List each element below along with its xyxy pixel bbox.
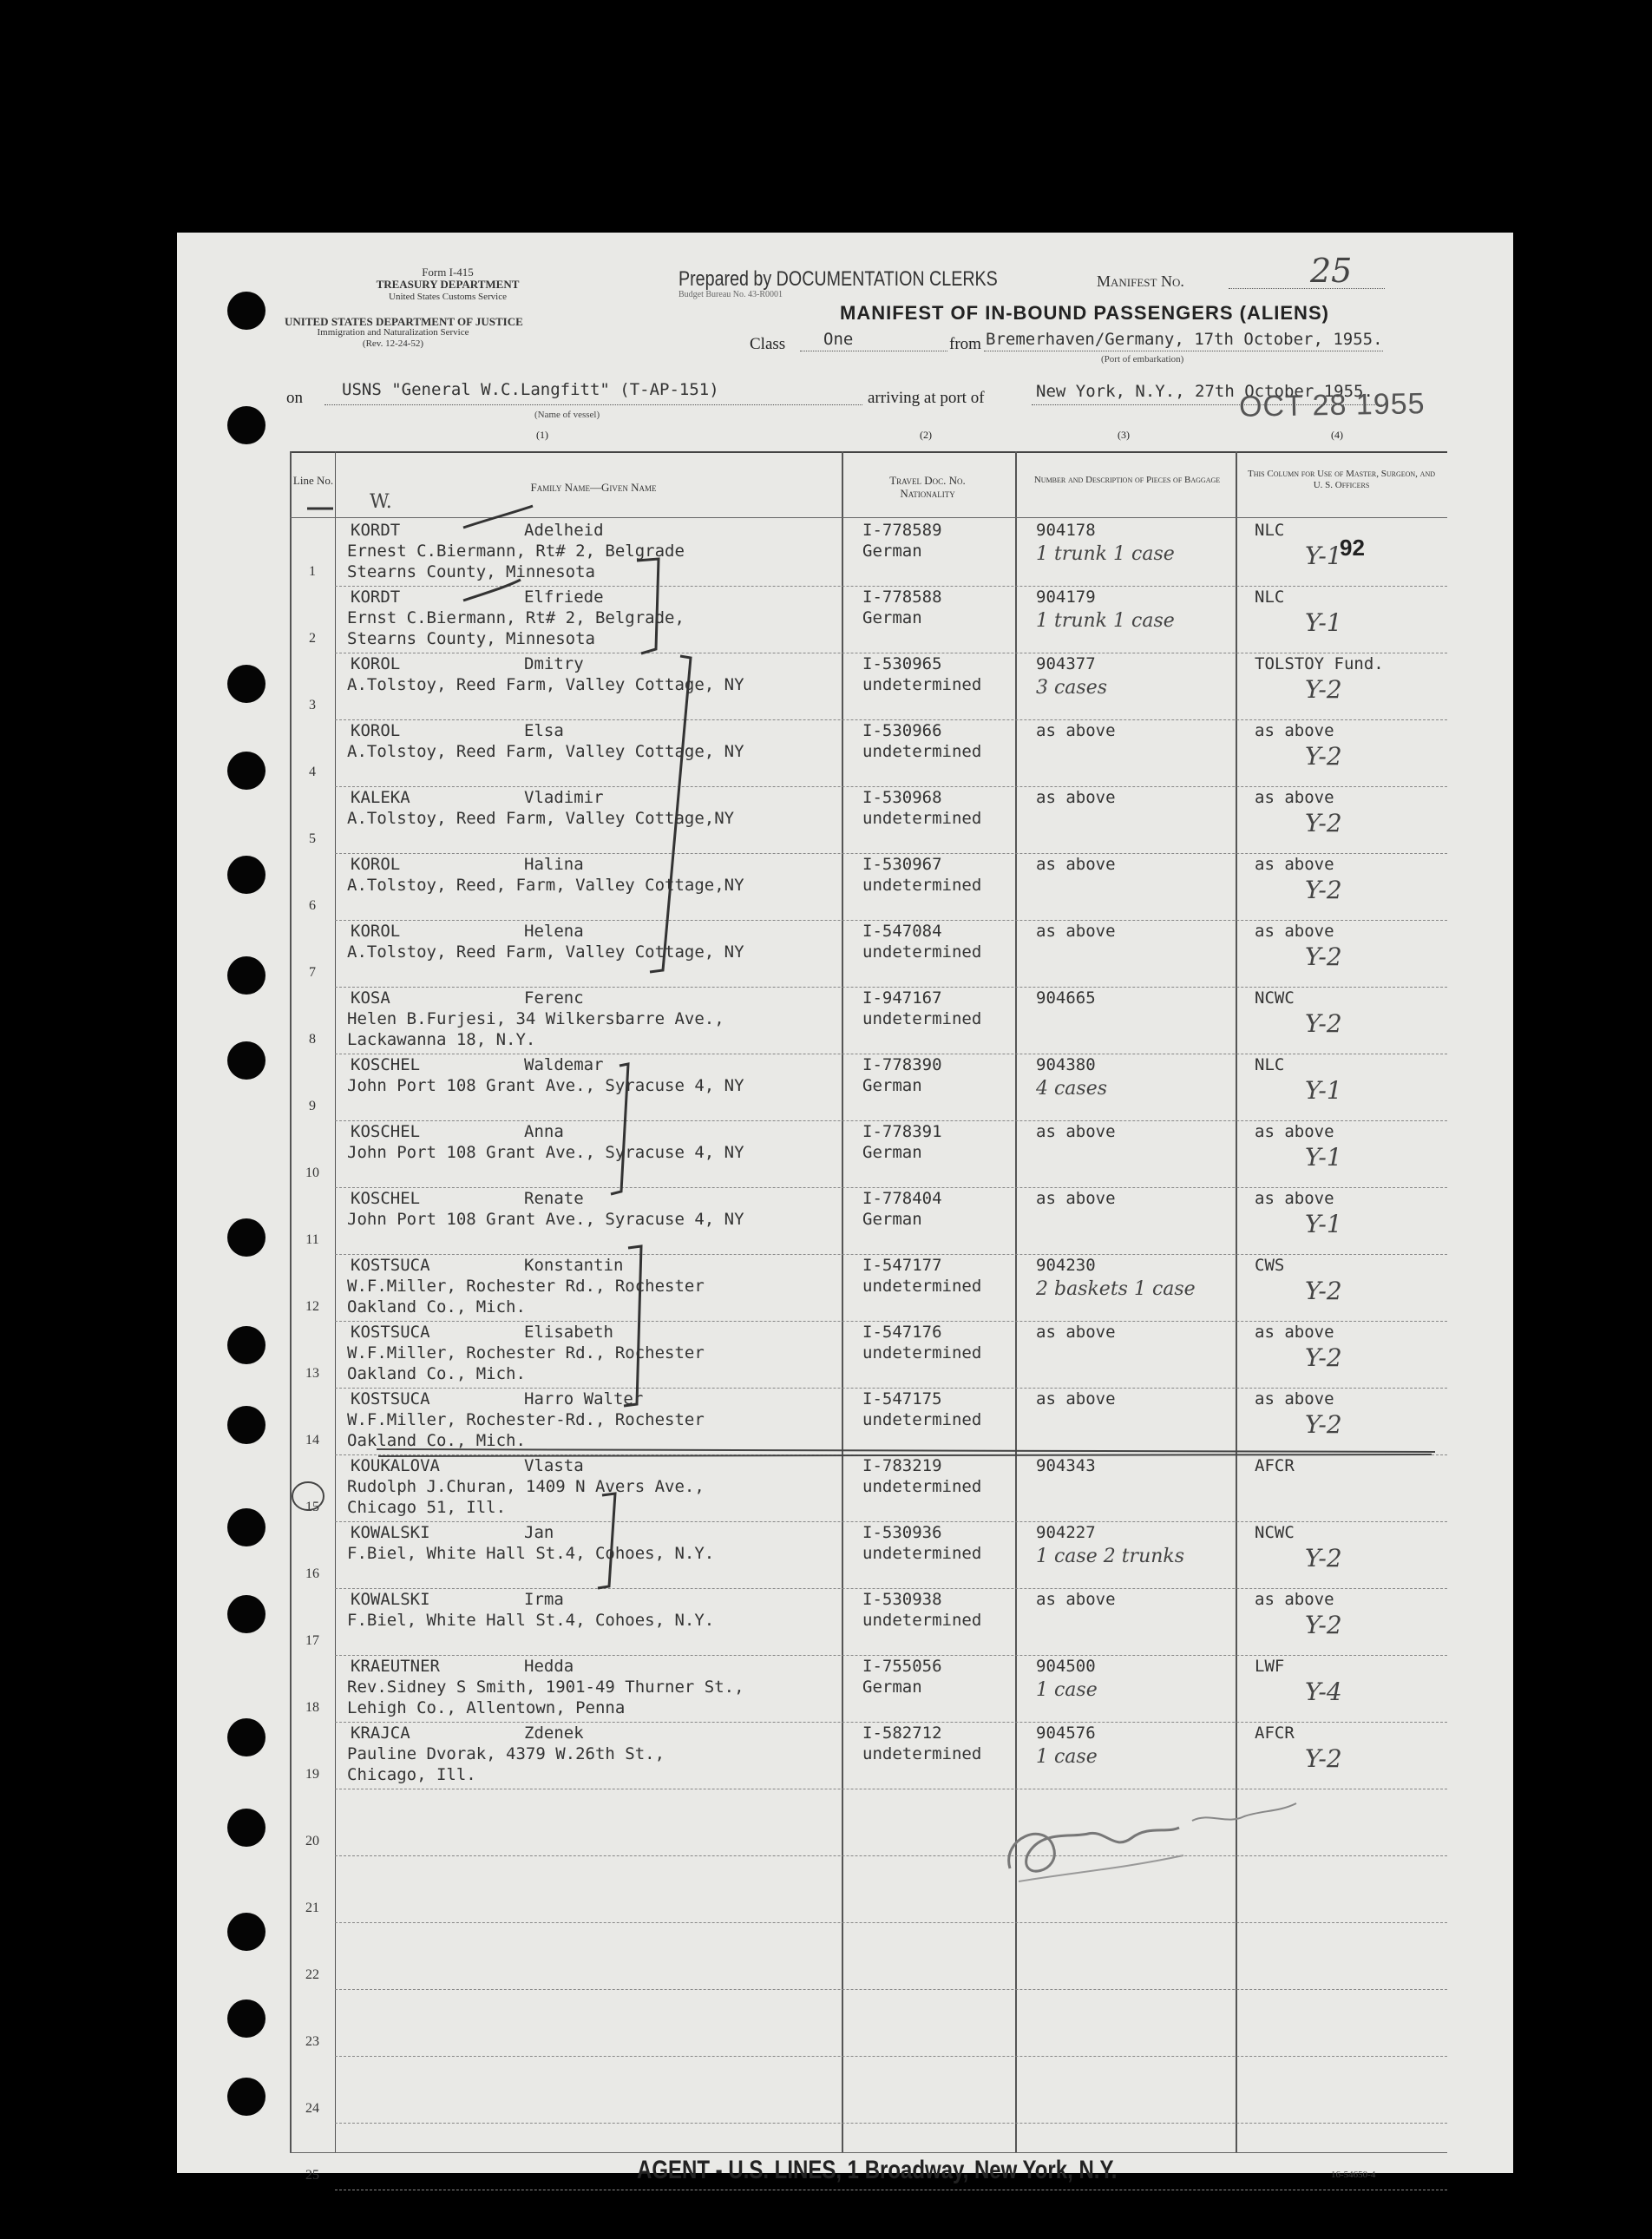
nationality: German [862, 542, 922, 561]
family-name: KOSCHEL [351, 1055, 421, 1074]
header-name: Family Name—Given Name [530, 481, 657, 494]
binder-hole [227, 292, 266, 330]
line-number: 14 [305, 1433, 319, 1448]
baggage-number: as above [1036, 1122, 1116, 1141]
travel-doc-number: I-530967 [862, 855, 942, 874]
line-number: 23 [305, 2034, 319, 2049]
class-value: One [823, 330, 854, 349]
baggage-handwritten: 4 cases [1036, 1078, 1108, 1100]
line-number: 15 [305, 1500, 319, 1514]
row-divider [335, 1388, 1447, 1389]
header-travel-doc: Travel Doc. No. Nationality [889, 474, 966, 500]
col-number-4: (4) [1331, 429, 1343, 441]
line-number: 8 [309, 1032, 316, 1047]
family-name: KOSTSUCA [351, 1323, 430, 1342]
header-bottom-border [290, 517, 1447, 518]
given-name: Renate [524, 1189, 584, 1208]
line-number: 20 [305, 1834, 319, 1848]
officer-agency: NLC [1255, 1055, 1285, 1074]
line-number: 4 [309, 765, 316, 779]
page-mark-92: 92 [1340, 535, 1365, 561]
family-name: KRAJCA [351, 1724, 410, 1743]
line-number: 1 [309, 564, 316, 579]
officer-agency: as above [1255, 788, 1334, 807]
family-name: KOSA [351, 988, 390, 1008]
officer-agency: as above [1255, 1189, 1334, 1208]
row-divider [335, 586, 1447, 587]
baggage-number: 904500 [1036, 1657, 1096, 1676]
row-divider [335, 987, 1447, 988]
binder-hole [227, 1913, 266, 1951]
baggage-number: as above [1036, 1323, 1116, 1342]
binder-hole [227, 665, 266, 703]
travel-doc-number: I-778589 [862, 521, 942, 540]
travel-doc-number: I-547175 [862, 1389, 942, 1408]
baggage-handwritten: 1 case [1036, 1679, 1098, 1701]
sponsor-address-line: Ernst C.Biermann, Rt# 2, Belgrade, [347, 608, 685, 627]
family-name: KOROL [351, 922, 401, 941]
officer-handwritten-code: Y-2 [1305, 1009, 1342, 1038]
sponsor-address-line: F.Biel, White Hall St.4, Cohoes, N.Y. [347, 1544, 715, 1563]
line-number: 21 [305, 1901, 319, 1915]
sponsor-address-line: Lehigh Co., Allentown, Penna [347, 1698, 626, 1717]
table-top-border [290, 451, 1447, 453]
family-name: KORDT [351, 521, 401, 540]
sponsor-address-line: W.F.Miller, Rochester-Rd., Rochester [347, 1410, 705, 1429]
sponsor-address-line: Oakland Co., Mich. [347, 1364, 526, 1383]
treasury-dept: TREASURY DEPARTMENT [376, 278, 520, 291]
row-divider [335, 1655, 1447, 1656]
nationality: undetermined [862, 1343, 982, 1362]
nationality: undetermined [862, 1544, 982, 1563]
nationality: undetermined [862, 876, 982, 895]
arriving-label: arriving at port of [868, 389, 985, 407]
family-name: KOUKALOVA [351, 1456, 440, 1475]
baggage-number: as above [1036, 855, 1116, 874]
officer-handwritten-code: Y-2 [1305, 1277, 1342, 1305]
row-divider [335, 1187, 1447, 1188]
vessel-caption: (Name of vessel) [534, 410, 600, 420]
officer-handwritten-code: Y-2 [1305, 1744, 1342, 1773]
line-number: 9 [309, 1099, 316, 1113]
officer-handwritten-code: Y-1 [1305, 1076, 1342, 1105]
row-divider [335, 1254, 1447, 1255]
line-number: 24 [305, 2101, 319, 2116]
sponsor-address-line: Helen B.Furjesi, 34 Wilkersbarre Ave., [347, 1009, 724, 1028]
travel-doc-number: I-783219 [862, 1456, 942, 1475]
officer-agency: as above [1255, 1122, 1334, 1141]
customs-service: United States Customs Service [389, 292, 507, 302]
revision-date: (Rev. 12-24-52) [362, 338, 424, 349]
line-number: 22 [305, 1967, 319, 1982]
travel-doc-number: I-947167 [862, 988, 942, 1008]
sponsor-address-line: A.Tolstoy, Reed, Farm, Valley Cottage,NY [347, 876, 744, 895]
row-divider [335, 719, 1447, 720]
ins-service: Immigration and Naturalization Service [317, 327, 469, 338]
justice-block [285, 315, 523, 350]
family-name: KOSTSUCA [351, 1389, 430, 1408]
sponsor-address-line: A.Tolstoy, Reed Farm, Valley Cottage, NY [347, 675, 744, 694]
travel-doc-number: I-778390 [862, 1055, 942, 1074]
class-label: Class [750, 335, 786, 353]
baggage-handwritten: 1 trunk 1 case [1036, 543, 1175, 565]
given-name: Dmitry [524, 654, 584, 673]
row-divider [335, 1521, 1447, 1522]
sponsor-address-line: John Port 108 Grant Ave., Syracuse 4, NY [347, 1076, 744, 1095]
travel-doc-number: I-547176 [862, 1323, 942, 1342]
binder-hole [227, 2078, 266, 2116]
sponsor-address-line: W.F.Miller, Rochester Rd., Rochester [347, 1277, 705, 1296]
baggage-number: as above [1036, 922, 1116, 941]
officer-handwritten-code: Y-1 [1305, 1143, 1342, 1172]
officer-agency: as above [1255, 721, 1334, 740]
header-officers: This Column for Use of Master, Surgeon, and U. S. Officers [1248, 469, 1435, 490]
nationality: undetermined [862, 1477, 982, 1496]
row-divider [335, 1321, 1447, 1322]
row-divider [335, 786, 1447, 787]
line-number: 17 [305, 1633, 319, 1648]
baggage-handwritten: 1 trunk 1 case [1036, 610, 1175, 632]
binder-hole [227, 856, 266, 894]
family-name: KOSCHEL [351, 1189, 421, 1208]
given-name: Vlasta [524, 1456, 584, 1475]
travel-doc-number: I-530965 [862, 654, 942, 673]
officer-signature [993, 1786, 1305, 1899]
manifest-sheet [177, 233, 1513, 2184]
officer-handwritten-code: Y-2 [1305, 1410, 1342, 1439]
header-baggage: Number and Description of Pieces of Baggage [1033, 475, 1221, 485]
travel-doc-number: I-530936 [862, 1523, 942, 1542]
sponsor-address-line: F.Biel, White Hall St.4, Cohoes, N.Y. [347, 1611, 715, 1630]
travel-doc-number: I-530966 [862, 721, 942, 740]
sponsor-address-line: John Port 108 Grant Ave., Syracuse 4, NY [347, 1210, 744, 1229]
given-name: Hedda [524, 1657, 574, 1676]
sponsor-address-line: A.Tolstoy, Reed Farm, Valley Cottage, NY [347, 742, 744, 761]
from-value: Bremerhaven/Germany, 17th October, 1955. [986, 330, 1383, 349]
line-number: 11 [305, 1232, 319, 1247]
officer-handwritten-code: Y-2 [1305, 742, 1342, 771]
given-name: Jan [524, 1523, 554, 1542]
binder-hole [227, 752, 266, 790]
line-number: 25 [305, 2168, 319, 2183]
nationality: undetermined [862, 809, 982, 828]
given-name: Elisabeth [524, 1323, 613, 1342]
travel-doc-number: I-547177 [862, 1256, 942, 1275]
binder-hole [227, 1041, 266, 1080]
sponsor-address-line: Lackawanna 18, N.Y. [347, 1030, 536, 1049]
given-name: Anna [524, 1122, 564, 1141]
row-divider [335, 853, 1447, 854]
baggage-number: 904227 [1036, 1523, 1096, 1542]
sponsor-address-line: Oakland Co., Mich. [347, 1431, 526, 1450]
family-name: KOWALSKI [351, 1590, 430, 1609]
family-name: KOSCHEL [351, 1122, 421, 1141]
officer-handwritten-code: Y-2 [1305, 1611, 1342, 1639]
given-name: Elsa [524, 721, 564, 740]
line-number: 12 [305, 1299, 319, 1314]
binder-hole [227, 1718, 266, 1756]
manifest-no-line [1229, 288, 1385, 289]
officer-handwritten-code: Y-2 [1305, 809, 1342, 837]
officer-handwritten-code: Y-4 [1305, 1678, 1342, 1706]
family-name: KOWALSKI [351, 1523, 430, 1542]
budget-bureau: Budget Bureau No. 43-R0001 [678, 290, 783, 299]
col-number-2: (2) [920, 429, 932, 441]
officer-agency: AFCR [1255, 1724, 1295, 1743]
baggage-number: as above [1036, 1389, 1116, 1408]
manifest-title: MANIFEST OF IN-BOUND PASSENGERS (ALIENS) [840, 302, 1329, 324]
nationality: German [862, 1076, 922, 1095]
row-divider [335, 2056, 1447, 2057]
officer-handwritten-code: Y-2 [1305, 876, 1342, 904]
nationality: undetermined [862, 1009, 982, 1028]
officer-handwritten-code: Y-2 [1305, 942, 1342, 971]
line-number: 5 [309, 831, 316, 846]
baggage-number: 904380 [1036, 1055, 1096, 1074]
officer-agency: as above [1255, 855, 1334, 874]
nationality: undetermined [862, 1744, 982, 1763]
travel-doc-number: I-582712 [862, 1724, 942, 1743]
given-name: Harro Walter [524, 1389, 644, 1408]
officer-agency: LWF [1255, 1657, 1285, 1676]
sponsor-address-line: Stearns County, Minnesota [347, 629, 595, 648]
port-of-embarkation-caption: (Port of embarkation) [1101, 354, 1184, 364]
officer-agency: as above [1255, 1389, 1334, 1408]
line-number: 3 [309, 698, 316, 712]
travel-doc-number: I-778404 [862, 1189, 942, 1208]
officer-handwritten-code: Y-2 [1305, 1343, 1342, 1372]
binder-hole [227, 406, 266, 444]
row-divider [335, 2123, 1447, 2124]
sponsor-address-line: Stearns County, Minnesota [347, 562, 595, 581]
sponsor-address-line: Chicago 51, Ill. [347, 1498, 507, 1517]
line-number: 7 [309, 965, 316, 980]
form-id-block [370, 266, 526, 303]
baggage-number: as above [1036, 1189, 1116, 1208]
sponsor-address-line: Oakland Co., Mich. [347, 1297, 526, 1316]
nationality: undetermined [862, 1277, 982, 1296]
sponsor-address-line: Rev.Sidney S Smith, 1901-49 Thurner St., [347, 1678, 744, 1697]
given-name: Ferenc [524, 988, 584, 1008]
given-name: Adelheid [524, 521, 604, 540]
footer-code: 16-54650-4 [1331, 2170, 1376, 2180]
baggage-handwritten: 2 baskets 1 case [1036, 1278, 1196, 1300]
line-number: 19 [305, 1767, 319, 1782]
officer-agency: TOLSTOY Fund. [1255, 654, 1384, 673]
nationality: German [862, 1210, 922, 1229]
family-name: KOROL [351, 855, 401, 874]
family-name: KOROL [351, 721, 401, 740]
given-name: Vladimir [524, 788, 604, 807]
row-divider [335, 1454, 1447, 1455]
row-divider [335, 1722, 1447, 1723]
baggage-number: 904178 [1036, 521, 1096, 540]
travel-doc-number: I-755056 [862, 1657, 942, 1676]
given-name: Irma [524, 1590, 564, 1609]
row-divider [335, 1989, 1447, 1990]
baggage-handwritten: 1 case 2 trunks [1036, 1546, 1185, 1567]
family-name: KORDT [351, 588, 401, 607]
header-line-no: Line No. [292, 474, 334, 487]
binder-hole [227, 1218, 266, 1257]
agent-footer: AGENT - U.S. LINES, 1 Broadway, New York, N.Y. [637, 2156, 1118, 2184]
nationality: undetermined [862, 942, 982, 962]
baggage-number: as above [1036, 721, 1116, 740]
given-name: Konstantin [524, 1256, 624, 1275]
line-number: 6 [309, 898, 316, 913]
baggage-number: 904179 [1036, 588, 1096, 607]
sponsor-address-line: W.F.Miller, Rochester Rd., Rochester [347, 1343, 705, 1362]
family-name: KOROL [351, 654, 401, 673]
officer-agency: as above [1255, 1590, 1334, 1609]
given-name: Waldemar [524, 1055, 604, 1074]
vessel-line [324, 404, 862, 405]
travel-doc-number: I-778588 [862, 588, 942, 607]
table-left-border [290, 451, 292, 2152]
baggage-handwritten: 1 case [1036, 1746, 1098, 1768]
col-number-1: (1) [536, 429, 548, 441]
travel-doc-number: I-530968 [862, 788, 942, 807]
sponsor-address-line: A.Tolstoy, Reed Farm, Valley Cottage,NY [347, 809, 735, 828]
baggage-number: as above [1036, 788, 1116, 807]
nationality: German [862, 1143, 922, 1162]
officer-agency: NCWC [1255, 988, 1295, 1008]
line-number: 16 [305, 1566, 319, 1581]
nationality: undetermined [862, 1410, 982, 1429]
family-name: KRAEUTNER [351, 1657, 440, 1676]
row-divider [335, 1120, 1447, 1121]
officer-agency: as above [1255, 922, 1334, 941]
arriving-value: New York, N.Y., 27th October 1955. [1036, 382, 1373, 401]
binder-hole [227, 1508, 266, 1546]
manifest-no-value: 25 [1310, 252, 1353, 290]
officer-handwritten-code: Y-2 [1305, 675, 1342, 704]
given-name: Halina [524, 855, 584, 874]
baggage-handwritten: 3 cases [1036, 677, 1108, 699]
justice-dept: UNITED STATES DEPARTMENT OF JUSTICE [285, 315, 523, 328]
given-name: Elfriede [524, 588, 604, 607]
family-name: KALEKA [351, 788, 410, 807]
officer-agency: AFCR [1255, 1456, 1295, 1475]
line-number: 13 [305, 1366, 319, 1381]
nationality: undetermined [862, 1611, 982, 1630]
on-label: on [286, 389, 303, 407]
baggage-number: 904230 [1036, 1256, 1096, 1275]
binder-hole [227, 956, 266, 995]
nationality: undetermined [862, 675, 982, 694]
arrival-date-stamp: OCT 28 1955 [1238, 387, 1426, 424]
travel-doc-number: I-547084 [862, 922, 942, 941]
line-number: 10 [305, 1165, 319, 1180]
officer-handwritten-code: Y-2 [1305, 1544, 1342, 1573]
form-number: Form I-415 [422, 266, 474, 279]
sponsor-address-line: John Port 108 Grant Ave., Syracuse 4, NY [347, 1143, 744, 1162]
sponsor-address-line: Pauline Dvorak, 4379 W.26th St., [347, 1744, 665, 1763]
row-divider [335, 920, 1447, 921]
officer-agency: NLC [1255, 588, 1285, 607]
baggage-number: 904377 [1036, 654, 1096, 673]
binder-hole [227, 1595, 266, 1633]
prepared-by: Prepared by DOCUMENTATION CLERKS [678, 267, 998, 291]
binder-hole [227, 1999, 266, 2038]
binder-hole [227, 1406, 266, 1444]
baggage-number: 904343 [1036, 1456, 1096, 1475]
manifest-no-label: Manifest No. [1097, 272, 1184, 290]
w-mark: W. [370, 491, 392, 513]
nationality: German [862, 608, 922, 627]
officer-handwritten-code: Y-1 [1305, 608, 1342, 637]
from-label: from [949, 335, 981, 353]
row-divider [335, 1588, 1447, 1589]
nationality: German [862, 1678, 922, 1697]
nationality: undetermined [862, 742, 982, 761]
baggage-number: as above [1036, 1590, 1116, 1609]
sponsor-address-line: Chicago, Ill. [347, 1765, 476, 1784]
officer-agency: as above [1255, 1323, 1334, 1342]
binder-hole [227, 1809, 266, 1847]
officer-handwritten-code: Y-1 [1305, 1210, 1342, 1238]
sponsor-address-line: A.Tolstoy, Reed Farm, Valley Cottage, NY [347, 942, 744, 962]
family-name: KOSTSUCA [351, 1256, 430, 1275]
baggage-number: 904665 [1036, 988, 1096, 1008]
binder-hole [227, 1326, 266, 1364]
col-number-3: (3) [1118, 429, 1130, 441]
sponsor-address-line: Rudolph J.Churan, 1409 N Avers Ave., [347, 1477, 705, 1496]
officer-agency: CWS [1255, 1256, 1285, 1275]
vessel-name: USNS "General W.C.Langfitt" (T-AP-151) [342, 380, 719, 399]
row-divider [335, 1922, 1447, 1923]
baggage-number: 904576 [1036, 1724, 1096, 1743]
table-bottom-border [290, 2152, 1447, 2153]
officer-agency: NLC [1255, 521, 1285, 540]
line-number: 2 [309, 631, 316, 646]
given-name: Helena [524, 922, 584, 941]
line-number: 18 [305, 1700, 319, 1715]
line-no-divider [335, 451, 336, 2152]
travel-doc-number: I-530938 [862, 1590, 942, 1609]
sponsor-address-line: Ernest C.Biermann, Rt# 2, Belgrade [347, 542, 685, 561]
travel-doc-number: I-778391 [862, 1122, 942, 1141]
given-name: Zdenek [524, 1724, 584, 1743]
name-divider [842, 451, 843, 2152]
officer-agency: NCWC [1255, 1523, 1295, 1542]
officer-handwritten-code: Y-1 [1305, 542, 1342, 570]
